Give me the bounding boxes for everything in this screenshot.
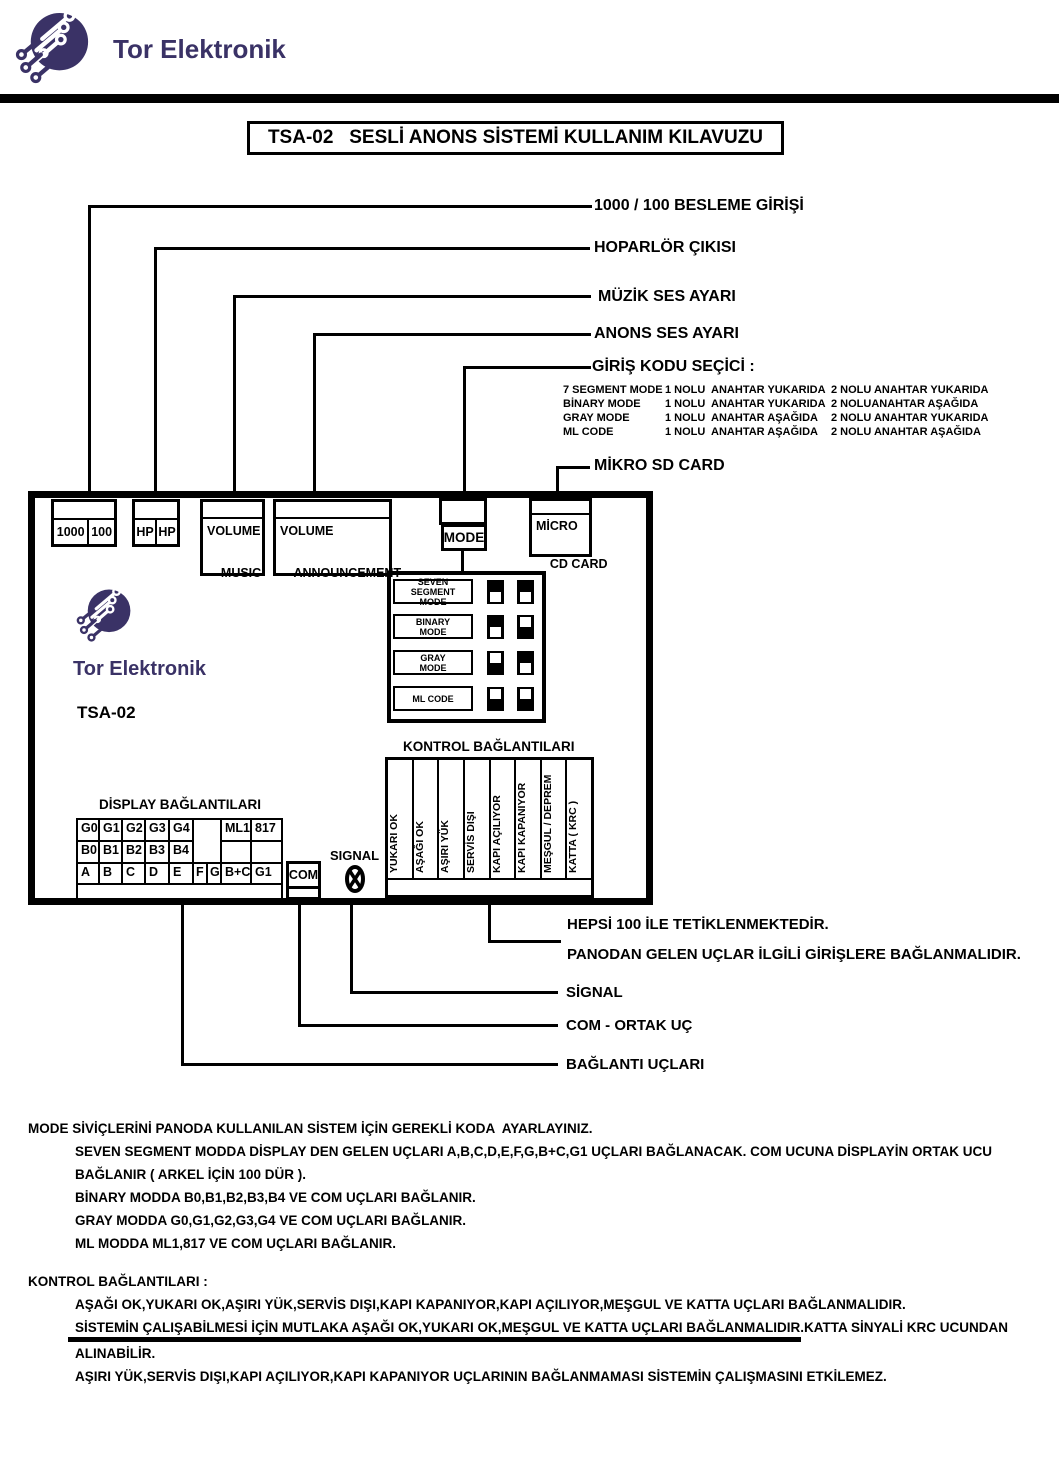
note-kontrol-line1: KONTROL BAĞLANTILARI : (28, 1274, 208, 1289)
terminal-volume-announcement-strip (276, 502, 389, 519)
terminal-besleme (51, 499, 117, 547)
micro-line1: MİCRO (536, 519, 578, 533)
kontrol-table (385, 757, 594, 898)
kontrol-col-label: KATTA ( KRC ) (567, 800, 580, 873)
kontrol-col-label: AŞAĞI OK (413, 821, 426, 873)
callout-giris-kodu: GİRİŞ KODU SEÇİCİ : (592, 358, 755, 375)
display-cell-d: D (146, 864, 170, 885)
display-cell-817-empty (252, 842, 281, 864)
terminal-volume-music-strip (203, 502, 262, 519)
mode-row4-name: ML CODE (563, 426, 614, 438)
switch-label-text: GRAY (420, 652, 446, 663)
switch-knob (490, 592, 501, 602)
mode-row4-sw1: 1 NOLU ANAHTAR AŞAĞIDA (665, 426, 818, 438)
line-anons-v (313, 333, 316, 492)
dip-switch-1-row4 (487, 687, 504, 711)
switch-knob (490, 653, 501, 663)
line-signal-h (350, 991, 558, 994)
mode-row3-sw2: 2 NOLU ANAHTAR YUKARIDA (831, 412, 989, 424)
kontrol-col-asiri-yuk (439, 760, 465, 878)
display-cell-a: A (78, 864, 100, 885)
line-besleme-v (88, 205, 91, 492)
line-mikro (556, 466, 590, 469)
switch-knob (520, 689, 531, 699)
note-kontrol-line4: ALINABİLİR. (75, 1346, 156, 1361)
display-title: DİSPLAY BAĞLANTILARI (99, 797, 262, 812)
kontrol-col-asagi-ok (414, 760, 440, 878)
display-cell-817: 817 (252, 820, 281, 842)
mode-row2-sw1: 1 NOLU ANAHTAR YUKARIDA (665, 398, 826, 410)
terminal-mode (439, 498, 487, 525)
brand-name: Tor Elektronik (113, 34, 286, 64)
line-giris-v (463, 366, 466, 492)
display-cell-empty-span (194, 820, 222, 864)
dip-switch-1-row3 (487, 651, 504, 675)
line-anons (313, 333, 591, 336)
callout-anons: ANONS SES AYARI (594, 325, 739, 342)
mode-row4-sw2: 2 NOLU ANAHTAR AŞAĞIDA (831, 426, 981, 438)
callout-baglanti: BAĞLANTI UÇLARI (566, 1056, 705, 1073)
terminal-hp2: HP (158, 525, 176, 539)
kontrol-col-label: KAPI KAPANIYOR (516, 782, 529, 873)
micro-line2: CD CARD (549, 557, 608, 571)
line-hoparlor (154, 247, 590, 250)
line-baglanti-h (181, 1063, 558, 1066)
dip-switch-2-row1 (517, 580, 534, 604)
mode-row3-name: GRAY MODE (563, 412, 630, 424)
kontrol-col-yukari-ok (388, 760, 414, 878)
volume-music-line1: VOLUME (207, 524, 261, 538)
terminal-hp-cells (135, 520, 177, 544)
callout-mikro-sd: MİKRO SD CARD (594, 457, 725, 474)
mode-row1-sw1: 1 NOLU ANAHTAR YUKARIDA (665, 384, 826, 396)
line-com-v (298, 903, 301, 1027)
switch-label-text: BINARY (415, 616, 451, 627)
kontrol-col-label: AŞIRI YÜK (439, 820, 452, 873)
kontrol-col-label: MEŞGUL / DEPREM (541, 774, 554, 873)
terminal-hp (132, 499, 180, 547)
kontrol-col-label: SERVİS DIŞI (464, 811, 477, 873)
note-kontrol-line5: AŞIRI YÜK,SERVİS DIŞI,KAPI AÇILIYOR,KAPI KAPANIYOR UÇLARININ BAĞLANMAMASI SİSTEMİN ÇALIŞMASINI ETKİLEMEZ. (75, 1369, 887, 1384)
display-cell-ml1-empty (222, 842, 252, 864)
mode-row2-sw2: 2 NOLUANAHTAR AŞAĞIDA (831, 398, 979, 410)
switch-knob (490, 689, 501, 699)
note-mode-line4: BİNARY MODDA B0,B1,B2,B3,B4 VE COM UÇLARI BAĞLANIR. (75, 1190, 476, 1205)
note-mode-line6: ML MODDA ML1,817 VE COM UÇLARI BAĞLANIR. (75, 1236, 397, 1251)
line-mikro-v (556, 466, 559, 492)
display-cell-b1: B1 (100, 842, 123, 864)
display-cell-f: F (194, 864, 208, 885)
display-cell-b2: B2 (123, 842, 146, 864)
line-baglanti-v (181, 903, 184, 1066)
switch-label-text: MODE (419, 626, 447, 637)
line-besleme (88, 205, 592, 208)
display-cell-c: C (123, 864, 146, 885)
dip-switch-2-row4 (517, 687, 534, 711)
switch-label-ml-code (393, 686, 473, 711)
terminal-1000: 1000 (54, 520, 89, 544)
mode-row3-sw1: 1 NOLU ANAHTAR AŞAĞIDA (665, 412, 818, 424)
callout-besleme: 1000 / 100 BESLEME GİRİŞİ (594, 197, 804, 214)
kontrol-col-label: KAPI AÇILIYOR (490, 795, 503, 873)
callout-signal: SİGNAL (566, 984, 623, 1001)
display-cell-g0: G0 (78, 820, 100, 842)
note-mode-line5: GRAY MODDA G0,G1,G2,G3,G4 VE COM UÇLARI BAĞLANIR. (75, 1213, 467, 1228)
terminal-100: 100 (91, 525, 113, 539)
com-label: COM (289, 864, 318, 889)
note-kontrol-line2: AŞAĞI OK,YUKARI OK,AŞIRI YÜK,SERVİS DIŞI,KAPI KAPANIYOR,KAPI AÇILIYOR,MEŞGUL VE KATTA UÇLARI BAĞLANMALIDIR. (75, 1297, 906, 1312)
switch-knob (520, 617, 531, 627)
device-brand: Tor Elektronik (73, 658, 206, 680)
terminal-hp1: HP (135, 520, 157, 544)
signal-label: SIGNAL (330, 848, 380, 863)
display-cell-e: E (170, 864, 194, 885)
dip-switch-2-row2 (517, 615, 534, 639)
note-kontrol-line3: SİSTEMİN ÇALIŞABİLMESİ İÇİN MUTLAKA AŞAĞI OK,YUKARI OK,MEŞGUL VE KATTA UÇLARI BAĞLANMALIDIR.KATTA SİNYALİ KRC UCUNDAN (75, 1320, 1008, 1335)
kontrol-bottom-strip (388, 878, 591, 895)
line-hoparlor-v (154, 247, 157, 492)
display-cell-g: G (208, 864, 222, 885)
kontrol-col-servis-disi (465, 760, 491, 878)
switch-knob (490, 627, 501, 637)
terminal-micro-sd (529, 498, 608, 571)
dip-switch-1-row2 (487, 615, 504, 639)
note-mode-line2: SEVEN SEGMENT MODDA DİSPLAY DEN GELEN UÇLARI A,B,C,D,E,F,G,B+C,G1 UÇLARI BAĞLANACAK. COM UCUNA DİSPLAYİN ORTAK UCU (75, 1144, 992, 1159)
display-cell-b3: B3 (146, 842, 170, 864)
terminal-mode-label: MODE (441, 524, 487, 551)
tor-elektronik-logo-icon (15, 8, 101, 84)
callout-muzik: MÜZİK SES AYARI (598, 288, 736, 305)
display-cell-b: B (100, 864, 123, 885)
callout-hoparlor: HOPARLÖR ÇIKISI (594, 239, 736, 256)
emphasis-underline (68, 1337, 801, 1342)
dip-switch-2-row3 (517, 651, 534, 675)
kontrol-col-kapi-kapaniyor (516, 760, 542, 878)
signal-symbol-icon (344, 864, 366, 894)
device-model: TSA-02 (77, 703, 136, 722)
kontrol-col-mesgul-deprem (542, 760, 568, 878)
switch-label-seven-segment (393, 576, 473, 607)
display-cell-g1: G1 (100, 820, 123, 842)
kontrol-columns (388, 760, 591, 878)
terminal-volume-music (200, 499, 265, 580)
callout-hepsi-line2: PANODAN GELEN UÇLAR İLGİLİ GİRİŞLERE BAĞLANMALIDIR. (567, 946, 1021, 963)
terminal-volume-announcement (273, 499, 402, 580)
switch-knob (520, 592, 531, 602)
callout-com: COM - ORTAK UÇ (566, 1017, 693, 1034)
device-logo-icon (76, 586, 140, 642)
kontrol-col-katta-krc (567, 760, 591, 878)
com-strip (289, 889, 318, 897)
dip-switch-1-row1 (487, 580, 504, 604)
mode-row1-sw2: 2 NOLU ANAHTAR YUKARIDA (831, 384, 989, 396)
display-cell-b0: B0 (78, 842, 100, 864)
line-mode-stub (461, 550, 464, 572)
kontrol-col-kapi-aciliyor (491, 760, 517, 878)
display-bottom-strip (78, 885, 281, 898)
line-muzik (233, 295, 591, 298)
callout-hepsi-line1: HEPSİ 100 İLE TETİKLENMEKTEDİR. (567, 916, 829, 933)
page-title: TSA-02 SESLİ ANONS SİSTEMİ KULLANIM KILAVUZU (247, 121, 784, 155)
com-terminal (286, 861, 321, 900)
volume-announcement-line1: VOLUME (280, 524, 334, 538)
switch-knob (520, 663, 531, 673)
display-cell-g4: G4 (170, 820, 194, 842)
volume-music-line2: MUSIC (220, 566, 262, 580)
mode-row1-name: 7 SEGMENT MODE (563, 384, 663, 396)
volume-announcement-line2: ANNOUNCEMENT (293, 566, 402, 580)
display-cell-b4: B4 (170, 842, 194, 864)
display-cell-ml1: ML1 (222, 820, 252, 842)
line-com-h (298, 1024, 558, 1027)
line-signal-v (350, 903, 353, 994)
switch-label-gray (393, 650, 473, 675)
terminal-besleme-cells (54, 520, 114, 544)
kontrol-title: KONTROL BAĞLANTILARI (403, 739, 575, 754)
note-mode-line1: MODE SİVİÇLERİNİ PANODA KULLANILAN SİSTEM İÇİN GEREKLİ KODA AYARLAYINIZ. (28, 1121, 593, 1136)
switch-label-text: MODE (419, 662, 447, 673)
mode-row2-name: BİNARY MODE (563, 398, 641, 410)
line-hepsi-h (488, 940, 561, 943)
display-cell-g1-pin: G1 (252, 864, 281, 885)
kontrol-col-label: YUKARI OK (388, 814, 400, 873)
line-giris (463, 366, 591, 369)
switch-label-text: SEVEN SEGMENT (410, 576, 456, 597)
line-muzik-v (233, 295, 236, 492)
terminal-besleme-strip (54, 502, 114, 520)
display-cell-bc: B+C (222, 864, 252, 885)
header-divider (0, 94, 1059, 103)
display-cell-g3: G3 (146, 820, 170, 842)
terminal-micro-strip (532, 501, 589, 515)
terminal-hp-strip (135, 502, 177, 520)
line-hepsi-v (488, 903, 491, 943)
display-table (76, 818, 283, 900)
note-mode-line3: BAĞLANIR ( ARKEL İÇİN 100 DÜR ). (75, 1167, 307, 1182)
display-cell-g2: G2 (123, 820, 146, 842)
switch-label-text: MODE (419, 596, 447, 607)
switch-label-text: ML CODE (412, 693, 454, 704)
switch-label-binary (393, 614, 473, 639)
